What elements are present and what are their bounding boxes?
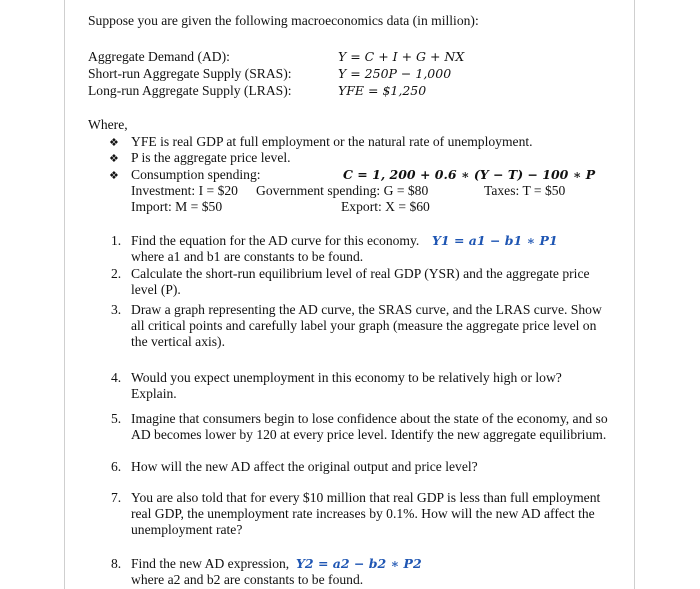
question-number: 2.: [111, 266, 122, 281]
consumption-formula: C = 1, 200 + 0.6 ∗ (Y − T) − 100 ∗ P: [343, 167, 596, 182]
diamond-bullet-icon: ❖: [109, 153, 119, 165]
question-number: 6.: [111, 459, 122, 474]
sras-formula: Y = 250P − 1,000: [338, 66, 452, 81]
question-number: 1.: [111, 233, 122, 248]
question-6-text: How will the new AD affect the original output and price level?: [131, 459, 478, 474]
question-5-text: Imagine that consumers begin to lose confidence about the state of the economy, and so AD becomes lower by 120 at every price level. Identify the new aggregate equilibrium.: [131, 411, 608, 442]
diamond-bullet-icon: ❖: [109, 170, 119, 182]
ad-formula: Y = C + I + G + NX: [338, 49, 465, 64]
diamond-bullet-icon: ❖: [109, 137, 119, 149]
investment-text: Investment: I = $20: [131, 183, 238, 198]
question-8-formula: Y2 = a2 − b2 ∗ P2: [296, 556, 422, 571]
question-8-note: where a2 and b2 are constants to be found.: [131, 572, 364, 587]
bullet-consumption: Consumption spending:: [131, 167, 261, 182]
question-8-text: Find the new AD expression,: [131, 556, 290, 571]
question-1-text: Find the equation for the AD curve for this economy.: [131, 233, 420, 248]
question-number: 8.: [111, 556, 122, 571]
import-text: Import: M = $50: [131, 199, 223, 214]
question-number: 5.: [111, 411, 122, 426]
question-1-formula: Y1 = a1 − b1 ∗ P1: [432, 233, 558, 248]
government-text: Government spending: G = $80: [256, 183, 429, 198]
bullet-yfe: YFE is real GDP at full employment or the natural rate of unemployment.: [131, 134, 533, 149]
bullet-price: P is the aggregate price level.: [131, 150, 291, 165]
question-number: 4.: [111, 370, 122, 385]
intro-text: Suppose you are given the following macroeconomics data (in million):: [88, 13, 479, 28]
question-2-text: Calculate the short-run equilibrium level of real GDP (YSR) and the aggregate price level (P).: [131, 266, 590, 297]
lras-label: Long-run Aggregate Supply (LRAS):: [88, 83, 292, 98]
question-4-text: Would you expect unemployment in this economy to be relatively high or low? Explain.: [131, 370, 562, 401]
question-3-text: Draw a graph representing the AD curve, the SRAS curve, and the LRAS curve. Show all critical points and carefully label your graph (measure the aggregate price level on the vertical axis).: [131, 302, 602, 349]
lras-formula: YFE = $1,250: [338, 83, 427, 98]
taxes-text: Taxes: T = $50: [484, 183, 566, 198]
question-7-text: You are also told that for every $10 million that real GDP is less than full employment real GDP, the unemployment rate increases by 0.1%. How will the new AD affect the unemployment rate?: [131, 490, 601, 537]
where-label: Where,: [88, 117, 128, 132]
sras-label: Short-run Aggregate Supply (SRAS):: [88, 66, 292, 81]
question-number: 3.: [111, 302, 122, 317]
question-1-note: where a1 and b1 are constants to be found.: [131, 249, 364, 264]
question-number: 7.: [111, 490, 122, 505]
export-text: Export: X = $60: [341, 199, 430, 214]
ad-label: Aggregate Demand (AD):: [88, 49, 230, 64]
